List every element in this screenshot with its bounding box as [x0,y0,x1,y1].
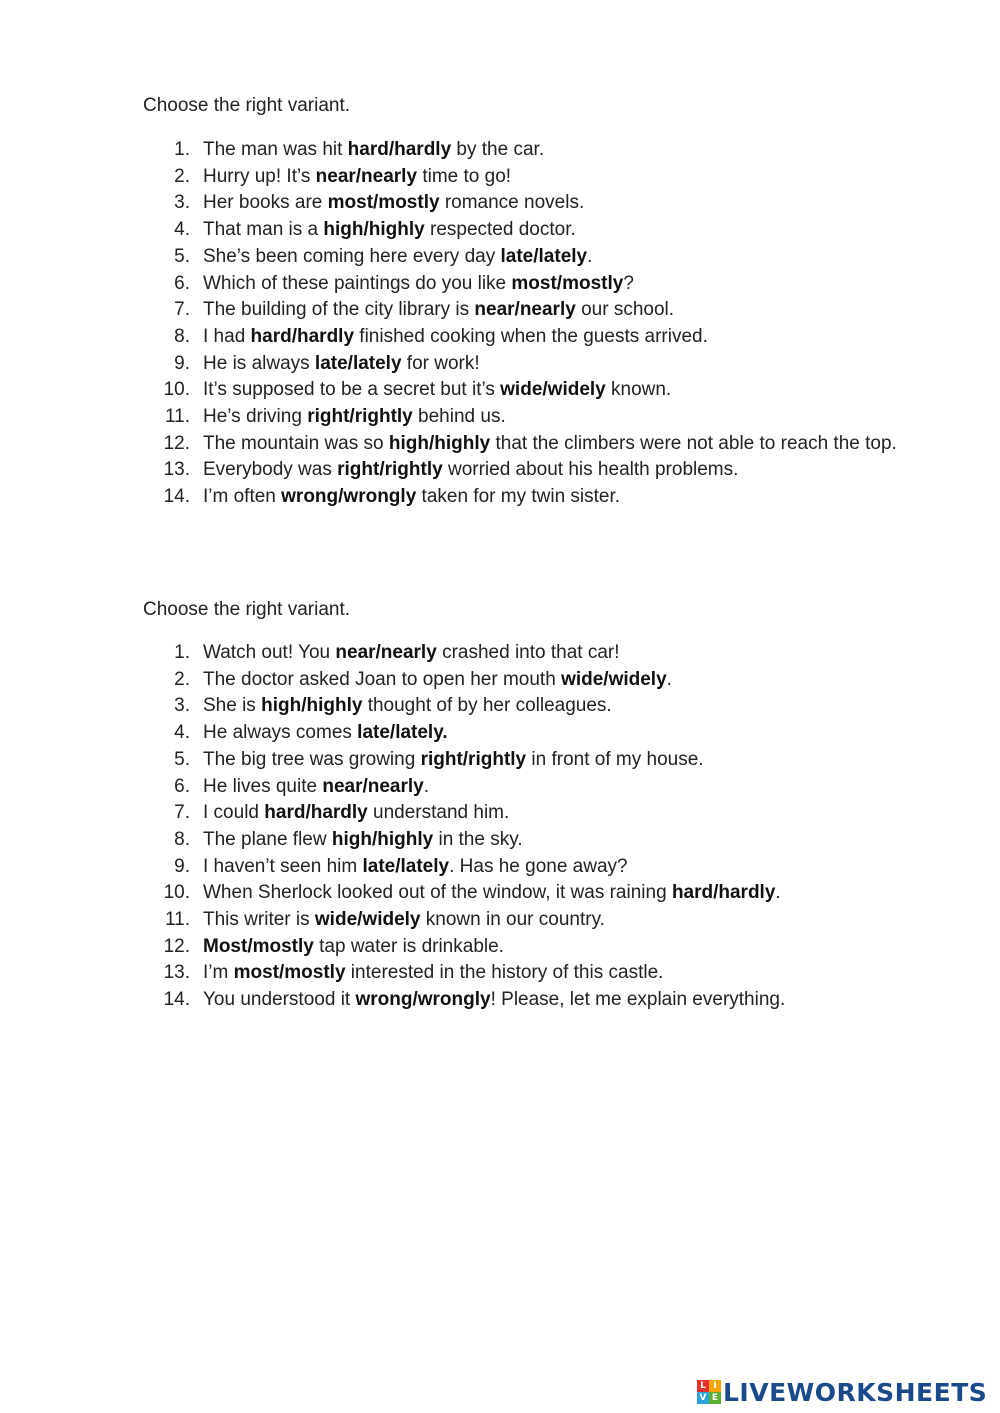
sentence-fragment: Watch out! You [203,642,336,663]
item-text [203,297,908,324]
item-text [203,693,908,720]
list-item [0,640,1000,667]
sentence-fragment: That man is a [203,219,324,241]
item-number: 12. [163,935,190,957]
logo-letter: V [697,1392,709,1404]
item-text [203,960,908,987]
item-text [203,324,908,351]
logo-letter: E [709,1392,721,1404]
item-number: 13. [163,962,190,984]
answer-choice: late/lately [314,352,402,374]
list-item [0,431,1000,458]
item-number: 2. [174,165,190,187]
list-item [0,907,1000,934]
sentence-fragment: I’m [203,962,234,984]
item-text [203,747,908,774]
answer-choice: high/highly [261,695,363,717]
item-number: 1. [174,139,190,160]
list-item [0,667,1000,694]
list-item [0,880,1000,907]
exercise-list [0,137,1000,511]
sentence-fragment: It’s supposed to be a secret but it’s [203,379,501,401]
sentence-fragment: tap water is drinkable. [313,935,504,957]
answer-choice: late/lately [362,855,450,877]
sentence-fragment: known in our country. [420,909,605,931]
item-number: 10. [163,379,190,401]
logo-letter: I [709,1380,721,1392]
sentence-fragment: interested in the history of this castle. [345,962,664,984]
item-text [203,880,908,907]
liveworksheets-brand [697,1377,987,1407]
sentence-fragment: He’s driving [203,406,308,428]
answer-choice: right/rightly [420,748,527,770]
item-number: 2. [174,668,190,690]
sentence-fragment: finished cooking when the guests arrived. [354,325,708,347]
answer-choice: wrong/wrongly [355,989,491,1011]
list-item [0,377,1000,404]
answer-choice: hard/hardly [671,882,776,904]
answer-choice: high/highly [331,828,434,850]
sentence-fragment: our school. [575,299,675,321]
sentence-fragment: ? [623,272,634,294]
sentence-fragment: She is [203,695,262,717]
list-item [0,827,1000,854]
item-number: 11. [164,909,190,931]
answer-choice: right/rightly [307,406,413,428]
sentence-fragment: time to go! [417,165,512,187]
item-number: 12. [163,432,190,454]
answer-choice: wide/widely [314,909,421,931]
item-text [203,934,908,961]
answer-choice: wide/widely [500,379,606,401]
item-text [203,164,908,191]
item-text [203,800,908,827]
list-item [0,324,1000,351]
answer-choice: late/lately. [357,722,448,744]
item-text [203,377,908,404]
sentence-fragment: respected doctor. [424,219,576,241]
sentence-fragment: Everybody was [203,459,338,481]
item-text [203,484,908,511]
item-number: 3. [174,192,190,214]
sentence-fragment: . [775,882,781,904]
liveworksheets-logo-icon [697,1380,721,1404]
sentence-fragment: Her books are [203,192,328,214]
item-text [203,190,908,217]
item-number: 10. [163,882,190,904]
sentence-fragment: He lives quite [203,775,323,797]
list-item [0,484,1000,511]
sentence-fragment: in the sky. [433,828,523,850]
list-item [0,720,1000,747]
list-item [0,404,1000,431]
item-text [203,667,908,694]
sentence-fragment: He is always [203,352,315,374]
sentence-fragment: romance novels. [439,192,585,214]
item-number: 6. [174,272,190,294]
answer-choice: most/mostly [327,192,440,214]
sentence-fragment: for work! [401,352,480,374]
list-item [0,457,1000,484]
list-item [0,137,1000,164]
item-number: 5. [174,748,190,770]
item-text [203,987,908,1014]
item-number: 3. [174,695,190,717]
sentence-fragment: He always comes [203,722,358,744]
item-number: 8. [174,325,190,347]
answer-choice: wrong/wrongly [281,486,417,508]
sentence-fragment: You understood it [203,989,356,1011]
sentence-fragment: Hurry up! It’s [203,165,316,187]
item-text [203,457,908,484]
item-text [203,720,908,747]
list-item [0,987,1000,1014]
sentence-fragment: I’m often [203,486,282,508]
list-item [0,960,1000,987]
item-text [203,431,908,458]
item-text [203,854,908,881]
sentence-fragment: that the climbers were not able to reach the top. [490,432,897,454]
sentence-fragment: The mountain was so [203,432,389,454]
item-number: 4. [174,219,190,241]
item-number: 7. [174,802,190,824]
list-item [0,800,1000,827]
item-text [203,137,908,164]
sentence-fragment: understand him. [367,802,510,824]
item-text [203,244,908,271]
sentence-fragment: known. [605,379,672,401]
list-item [0,244,1000,271]
list-item [0,774,1000,801]
answer-choice: hard/hardly [264,802,368,824]
sentence-fragment: ! Please, let me explain everything. [490,989,786,1011]
list-item [0,217,1000,244]
item-text [203,351,908,378]
sentence-fragment: . [423,775,430,797]
answer-choice: late/lately [500,245,588,267]
item-number: 13. [163,459,190,481]
sentence-fragment: . Has he gone away? [449,855,628,877]
sentence-fragment: The building of the city library is [203,299,475,321]
item-number: 4. [174,722,190,744]
exercise-list [0,640,1000,1014]
sentence-fragment: worried about his health problems. [442,459,739,481]
brand-name: LIVEWORKSHEETS [723,1377,988,1407]
sentence-fragment: by the car. [451,139,545,160]
sentence-fragment: The man was hit [203,139,348,160]
item-text [203,640,908,667]
item-text [203,271,908,298]
list-item [0,693,1000,720]
item-text [203,774,908,801]
sentence-fragment: Which of these paintings do you like [203,272,512,294]
sentence-fragment: When Sherlock looked out of the window, it was raining [203,882,672,904]
answer-choice: near/nearly [474,299,576,321]
answer-choice: near/nearly [315,165,418,187]
item-number: 7. [174,299,190,321]
answer-choice: high/highly [323,219,425,241]
item-text [203,404,908,431]
item-text [203,907,908,934]
item-number: 14. [163,486,190,508]
sentence-fragment: behind us. [412,406,506,428]
answer-choice: Most/mostly [203,935,314,957]
sentence-fragment: I haven’t seen him [203,855,363,877]
logo-letter: L [697,1380,709,1392]
answer-choice: hard/hardly [347,139,452,160]
sentence-fragment: The plane flew [203,828,332,850]
instruction-text: Choose the right variant. [143,599,351,620]
instruction-text: Choose the right variant. [143,95,351,116]
answer-choice: most/mostly [511,272,624,294]
item-number: 6. [174,775,190,797]
item-number: 5. [174,245,190,267]
list-item [0,190,1000,217]
answer-choice: near/nearly [322,775,424,797]
item-text [203,827,908,854]
sentence-fragment: in front of my house. [526,748,704,770]
item-text [203,217,908,244]
item-number: 11. [164,406,190,428]
list-item [0,934,1000,961]
answer-choice: near/nearly [335,642,437,663]
answer-choice: wide/widely [561,668,667,690]
list-item [0,164,1000,191]
sentence-fragment: The big tree was growing [203,748,421,770]
sentence-fragment: The doctor asked Joan to open her mouth [203,668,562,690]
sentence-fragment: . [666,668,672,690]
sentence-fragment: crashed into that car! [436,642,620,663]
item-number: 1. [174,642,190,663]
sentence-fragment: taken for my twin sister. [416,486,621,508]
item-number: 8. [174,828,190,850]
sentence-fragment: This writer is [203,909,315,931]
item-number: 9. [174,352,190,374]
sentence-fragment: She’s been coming here every day [203,245,501,267]
list-item [0,297,1000,324]
list-item [0,854,1000,881]
list-item [0,271,1000,298]
answer-choice: right/rightly [337,459,443,481]
sentence-fragment: thought of by her colleagues. [362,695,612,717]
answer-choice: high/highly [388,432,491,454]
item-number: 14. [163,989,190,1011]
sentence-fragment: I could [203,802,265,824]
list-item [0,351,1000,378]
answer-choice: most/mostly [233,962,346,984]
sentence-fragment: I had [203,325,251,347]
sentence-fragment: . [587,245,593,267]
answer-choice: hard/hardly [250,325,355,347]
item-number: 9. [174,855,190,877]
list-item [0,747,1000,774]
